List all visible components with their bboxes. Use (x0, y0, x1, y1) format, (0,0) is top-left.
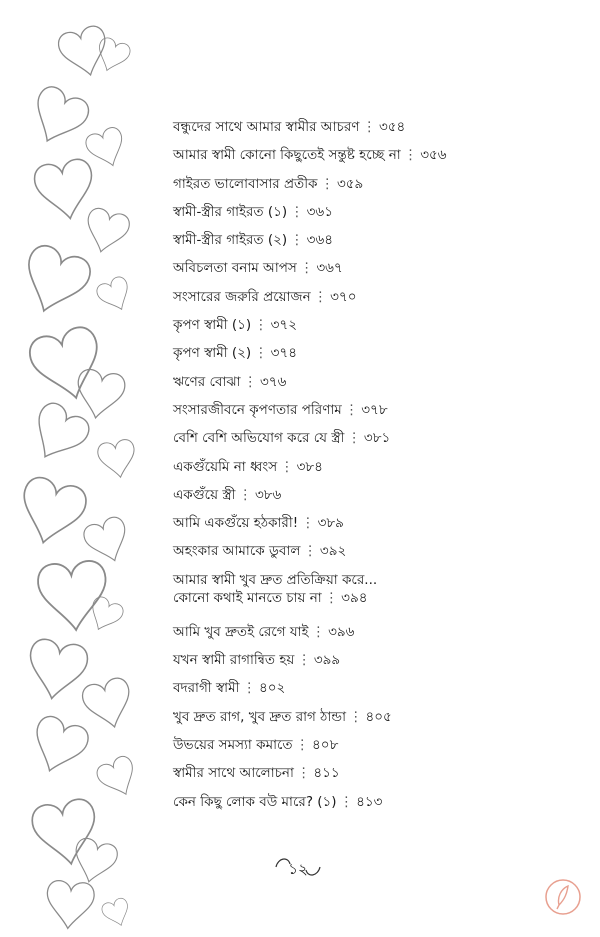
toc-entry-page: ৩৮৪ (296, 458, 323, 475)
heart-outline-icon (24, 83, 93, 152)
toc-entry-page: ৩৫৬ (420, 147, 447, 164)
toc-entry (173, 231, 573, 259)
heart-outline-icon (15, 242, 95, 322)
toc-entry-title: গাইরত ভালোবাসার প্রতীক (173, 175, 318, 192)
toc-entry (173, 259, 573, 287)
toc-entry-page: ৩৯২ (319, 543, 347, 560)
toc-entry-page: ৪০২ (258, 680, 286, 697)
toc-entry (173, 401, 573, 429)
toc-separator: ⋮ (313, 288, 328, 305)
toc-entry (173, 316, 573, 344)
toc-entry-page: ৩৯৪ (341, 589, 368, 606)
toc-separator: ⋮ (254, 345, 268, 362)
toc-entry-page: ৩৬৪ (306, 232, 333, 249)
toc-entry-page: ৩৯৯ (313, 652, 341, 669)
heart-outline-icon (13, 474, 89, 550)
toc-separator: ⋮ (295, 736, 310, 753)
toc-entry-page: ৩৮৬ (255, 486, 282, 503)
toc-entry-title: বন্ধুদের সাথে আমার স্বামীর আচরণ (173, 119, 360, 135)
toc-entry-page: ৩৮১ (363, 430, 391, 447)
heart-outline-icon (83, 125, 130, 172)
toc-separator: ⋮ (299, 260, 314, 277)
heart-outline-icon (94, 274, 135, 315)
toc-entry-page: ৪০৮ (312, 736, 339, 753)
heart-outline-icon (56, 24, 113, 81)
toc-separator: ⋮ (242, 680, 256, 697)
toc-separator: ⋮ (303, 543, 317, 560)
publisher-feather-logo (543, 877, 583, 917)
toc-entry (173, 623, 573, 651)
toc-separator: ⋮ (324, 589, 339, 606)
heart-outline-icon (81, 514, 134, 567)
toc-separator: ⋮ (243, 373, 258, 390)
heart-outline-icon (69, 836, 120, 887)
toc-entry (173, 736, 573, 764)
toc-entry (173, 486, 573, 514)
toc-separator: ⋮ (320, 175, 334, 192)
toc-entry-title: সংসারের জরুরি প্রয়োজন (173, 288, 311, 305)
toc-entry (173, 146, 573, 174)
toc-separator: ⋮ (362, 119, 376, 135)
heart-outline-icon (80, 676, 137, 733)
toc-separator: ⋮ (238, 486, 253, 503)
toc-entry (173, 175, 573, 203)
toc-entry (173, 514, 573, 542)
toc-entry-title: আমার স্বামী খুব দ্রুত প্রতিক্রিয়া করে... (173, 571, 378, 588)
toc-entry-title: একগুঁয়েমি না ধ্বংস (173, 458, 278, 475)
toc-entry-title: আমি খুব দ্রুতই রেগে যাই (173, 623, 309, 640)
toc-entry (173, 118, 573, 146)
toc-entry-title: খুব দ্রুত রাগ, খুব দ্রুত রাগ ঠান্ডা (173, 708, 346, 725)
toc-entry (173, 764, 573, 792)
toc-entry-page: ৩৭৮ (361, 401, 388, 418)
toc-entry-page: ৩৬১ (306, 203, 333, 220)
toc-entry-title: আমি একগুঁয়ে হঠকারী! (173, 515, 299, 532)
toc-entry-title: উভয়ের সমস্যা কমাতে (173, 736, 293, 753)
toc-separator: ⋮ (280, 458, 294, 475)
toc-entry-title: সংসারজীবনে কৃপণতার পরিণাম (173, 401, 342, 418)
toc-entry-title: ঋণের বোঝা (173, 373, 241, 390)
heart-outline-icon (25, 713, 92, 780)
toc-entry-page: ৩৭২ (270, 317, 297, 334)
toc-entry-page: ৪১৩ (356, 793, 383, 810)
toc-separator: ⋮ (344, 401, 359, 418)
heart-outline-icon (22, 399, 93, 470)
toc-entry-page: ৩৫৯ (337, 175, 364, 192)
heart-outline-icon (37, 560, 110, 633)
toc-entry (173, 571, 573, 623)
heart-outline-icon (44, 880, 95, 931)
toc-separator: ⋮ (311, 623, 326, 640)
heart-outline-icon (96, 438, 138, 480)
toc-separator: ⋮ (347, 430, 361, 447)
toc-entry (173, 458, 573, 486)
heart-outline-icon (92, 36, 132, 76)
toc-entry (173, 203, 573, 231)
toc-entry (173, 793, 573, 821)
toc-separator: ⋮ (403, 147, 418, 164)
toc-entry-page: ৪১১ (313, 765, 340, 782)
toc-entry-title: স্বামী-স্ত্রীর গাইরত (১) (173, 203, 288, 220)
toc-separator: ⋮ (301, 515, 315, 532)
toc-entry-page: ৩৭৬ (260, 373, 287, 390)
toc-separator: ⋮ (297, 652, 311, 669)
toc-entry (173, 679, 573, 707)
heart-outline-icon (73, 368, 127, 422)
toc-separator: ⋮ (296, 765, 311, 782)
toc-entry-page: ৩৭৪ (270, 345, 297, 362)
toc-separator: ⋮ (254, 317, 268, 334)
toc-separator: ⋮ (349, 708, 363, 725)
toc-entry-title: বেশি বেশি অভিযোগ করে যে স্ত্রী (173, 430, 345, 447)
toc-entry (173, 708, 573, 736)
toc-separator: ⋮ (339, 793, 354, 810)
toc-entry-title: কৃপণ স্বামী (১) (173, 317, 252, 334)
toc-entry-title-continued: কোনো কথাই মানতে চায় না (173, 589, 322, 606)
heart-outline-icon (30, 797, 102, 869)
toc-entry-title: স্বামী-স্ত্রীর গাইরত (২) (173, 232, 288, 249)
heart-outline-icon (84, 594, 125, 635)
toc-entry-title: যখন স্বামী রাগান্বিত হয় (173, 652, 295, 669)
toc-entry-title: অহংকার আমাকে ডুবাল (173, 543, 301, 560)
heart-outline-icon (81, 206, 132, 257)
page-number: ১২ (288, 860, 308, 878)
toc-entry-title: কৃপণ স্বামী (২) (173, 345, 252, 362)
toc-entry (173, 288, 573, 316)
toc-entry (173, 373, 573, 401)
toc-entry-page: ৩৯৬ (328, 623, 355, 640)
heart-outline-icon (100, 896, 133, 929)
toc-entry (173, 542, 573, 570)
toc-entry-page: ৪০৫ (365, 708, 392, 725)
toc-entry (173, 344, 573, 372)
toc-entry-page: ৩৭০ (330, 288, 357, 305)
toc-separator: ⋮ (290, 232, 304, 249)
toc-entry-title: বদরাগী স্বামী (173, 680, 240, 697)
toc-separator: ⋮ (290, 203, 304, 220)
toc-entry-page: ৩৬৭ (316, 260, 343, 277)
table-of-contents (173, 118, 573, 821)
heart-outline-icon (32, 157, 98, 223)
toc-entry-title: কেন কিছু লোক বউ মারে? (১) (173, 793, 337, 810)
toc-entry (173, 651, 573, 679)
toc-entry (173, 429, 573, 457)
heart-outline-icon (26, 324, 109, 407)
toc-entry-page: ৩৮৯ (317, 515, 344, 532)
toc-entry-title: অবিচলতা বনাম আপস (173, 260, 297, 277)
heart-outline-icon (24, 637, 90, 703)
toc-entry-title: আমার স্বামী কোনো কিছুতেই সন্তুষ্ট হচ্ছে না (173, 147, 401, 164)
heart-outline-icon (94, 754, 142, 802)
toc-entry-title: একগুঁয়ে স্ত্রী (173, 486, 236, 503)
toc-entry-page: ৩৫৪ (378, 119, 406, 135)
toc-entry-title: স্বামীর সাথে আলোচনা (173, 765, 294, 782)
